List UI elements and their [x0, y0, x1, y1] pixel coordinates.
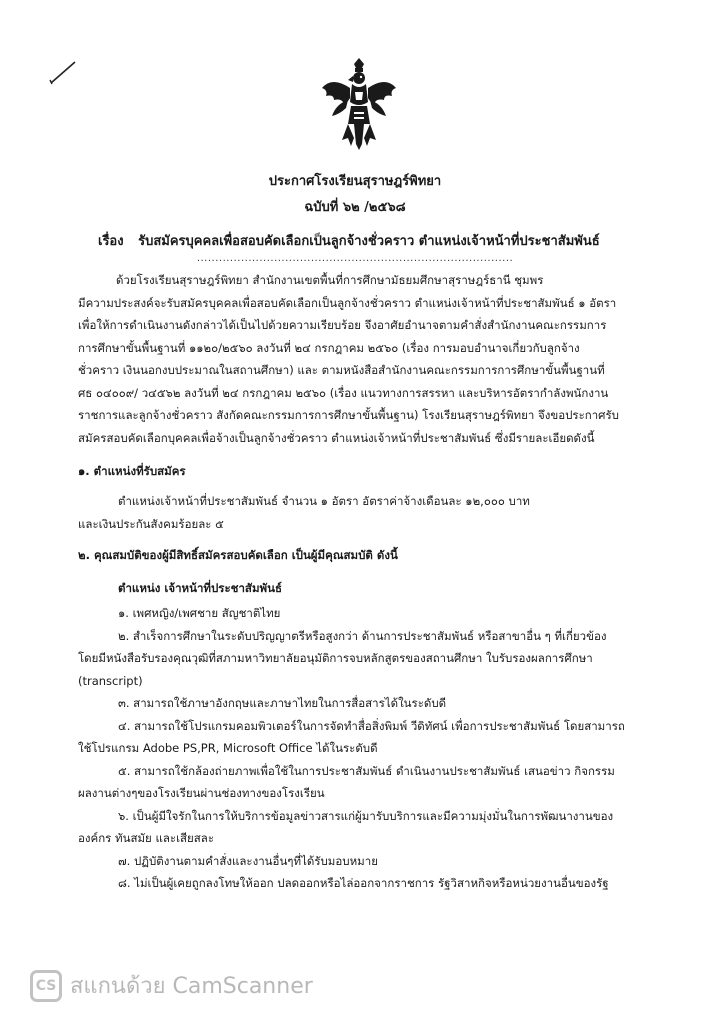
intro-line: สมัครสอบคัดเลือกบุคคลเพื่อจ้างเป็นลูกจ้างชั่วคราว ตำแหน่งเจ้าหน้าที่ประชาสัมพันธ์ ซึ่งมีรายละเอียดดังนี้	[78, 430, 595, 445]
announcement-number: ฉบับที่ ๖๒ /๒๕๖๘	[304, 200, 406, 215]
position-heading: ตำแหน่ง เจ้าหน้าที่ประชาสัมพันธ์	[118, 581, 282, 595]
list-item	[78, 625, 630, 693]
qualification-text: ๕. สามารถใช้กล้องถ่ายภาพเพื่อใช้ในการประชาสัมพันธ์ ดำเนินงานประชาสัมพันธ์ เสนอข่าว กิจกรรม	[118, 763, 615, 778]
qualification-text: ๘. ไม่เป็นผู้เคยถูกลงโทษให้ออก ปลดออกหรือไล่ออกจากราชการ รัฐวิสาหกิจหรือหน่วยงานอื่นของรัฐ	[118, 876, 609, 890]
dotted-separator: ......................................................................................	[196, 253, 514, 264]
watermark-text: สแกนด้วย CamScanner	[70, 974, 313, 999]
intro-line: ศธ ๐๔๐๐๙/ ว๔๕๖๒ ลงวันที่ ๒๔ กรกฎาคม ๒๕๖๐ (เรื่อง แนวทางการสรรหา และบริหารอัตรากำลังพนักงาน	[78, 385, 609, 400]
qualification-text: ๖. เป็นผู้มีใจรักในการให้บริการข้อมูลข่าวสารแก่ผู้มารับบริการและมีความมุ่งมั่นในการพัฒนางานของ	[118, 808, 614, 823]
qualification-text: ๒. สำเร็จการศึกษาในระดับปริญญาตรีหรือสูงกว่า ด้านการประชาสัมพันธ์ หรือสาขาอื่น ๆ ที่เกี่ยวข้อง	[118, 628, 607, 643]
list-item	[78, 715, 630, 760]
intro-paragraph	[78, 269, 630, 449]
list-item	[78, 805, 630, 850]
qualification-text: ๑. เพศหญิง/เพศชาย สัญชาติไทย	[118, 606, 281, 620]
announcement-title: ประกาศโรงเรียนสุราษฎร์พิทยา	[268, 174, 442, 189]
list-item	[78, 602, 630, 625]
qualification-continuation: ใช้โปรแกรม Adobe PS,PR, Microsoft Office ได้ในระดับดี	[78, 741, 378, 755]
section-1-line: ตำแหน่งเจ้าหน้าที่ประชาสัมพันธ์ จำนวน ๑ อัตรา อัตราค่าจ้างเดือนละ ๑๒,๐๐๐ บาท	[118, 494, 530, 508]
intro-line: เพื่อให้การดำเนินงานดังกล่าวได้เป็นไปด้วยความเรียบร้อย จึงอาศัยอำนาจตามคำสั่งสำนักงานคณะกรรมการ	[78, 318, 607, 332]
intro-line: ราชการและลูกจ้างชั่วคราว สังกัดคณะกรรมการการศึกษาขั้นพื้นฐาน) โรงเรียนสุราษฎร์พิทยา จึงขอประกาศรับ	[78, 408, 619, 422]
qualifications-list	[78, 602, 630, 895]
camscanner-watermark	[30, 968, 313, 1003]
section-1-heading: ๑. ตำแหน่งที่รับสมัคร	[78, 464, 186, 478]
list-item	[78, 872, 630, 895]
qualification-text: ๗. ปฏิบัติงานตามคำสั่งและงานอื่นๆที่ได้รับมอบหมาย	[118, 853, 378, 868]
subject-text: รับสมัครบุคคลเพื่อสอบคัดเลือกเป็นลูกจ้างชั่วคราว ตำแหน่งเจ้าหน้าที่ประชาสัมพันธ์	[138, 234, 600, 249]
intro-line: ด้วยโรงเรียนสุราษฎร์พิทยา สำนักงานเขตพื้นที่การศึกษามัธยมศึกษาสุราษฎร์ธานี ชุมพร	[116, 273, 544, 287]
qualification-continuation: โดยมีหนังสือรับรองคุณวุฒิที่สภามหาวิทยาลัยอนุมัติการจบหลักสูตรของสถานศึกษา ใบรับรองผลการศึกษา	[78, 651, 593, 665]
section-1-body	[78, 490, 630, 535]
qualification-text: ๓. สามารถใช้ภาษาอังกฤษและภาษาไทยในการสื่อสารได้ในระดับดี	[118, 696, 447, 710]
list-item	[78, 850, 630, 873]
qualification-continuation: (transcript)	[78, 673, 143, 688]
subject-label: เรื่อง	[98, 234, 124, 249]
intro-line: มีความประสงค์จะรับสมัครบุคคลเพื่อสอบคัดเลือกเป็นลูกจ้างชั่วคราว ตำแหน่งเจ้าหน้าที่ประชาสัมพันธ์ ๑ อัตรา	[78, 295, 617, 310]
section-1-line: และเงินประกันสังคมร้อยละ ๕	[78, 516, 224, 531]
list-item	[78, 760, 630, 805]
intro-line: การศึกษาขั้นพื้นฐานที่ ๑๑๒๐/๒๕๖๐ ลงวันที่ ๒๔ กรกฎาคม ๒๕๖๐ (เรื่อง การมอบอำนาจเกี่ยวกับลูกจ้าง	[78, 340, 580, 355]
camscanner-logo-icon: CS	[30, 970, 62, 1002]
subject-line	[98, 230, 600, 251]
list-item	[78, 692, 630, 715]
qualification-continuation: ผลงานต่างๆของโรงเรียนผ่านช่องทางของโรงเรียน	[78, 786, 325, 800]
qualification-text: ๔. สามารถใช้โปรแกรมคอมพิวเตอร์ในการจัดทำสื่อสิ่งพิมพ์ วีดิทัศน์ เพื่อการประชาสัมพันธ์ โดยสามารถ	[118, 718, 625, 733]
check-mark-icon	[48, 58, 78, 86]
section-2-heading: ๒. คุณสมบัติของผู้มีสิทธิ์สมัครสอบคัดเลือก เป็นผู้มีคุณสมบัติ ดังนี้	[78, 548, 398, 562]
qualification-continuation: องค์กร ทันสมัย และเสียสละ	[78, 831, 215, 845]
garuda-emblem-icon	[318, 58, 400, 154]
intro-line: ชั่วคราว เงินนอกงบประมาณในสถานศึกษา) และ ตามหนังสือสำนักงานคณะกรรมการการศึกษาขั้นพื้นฐานที่	[78, 363, 605, 377]
